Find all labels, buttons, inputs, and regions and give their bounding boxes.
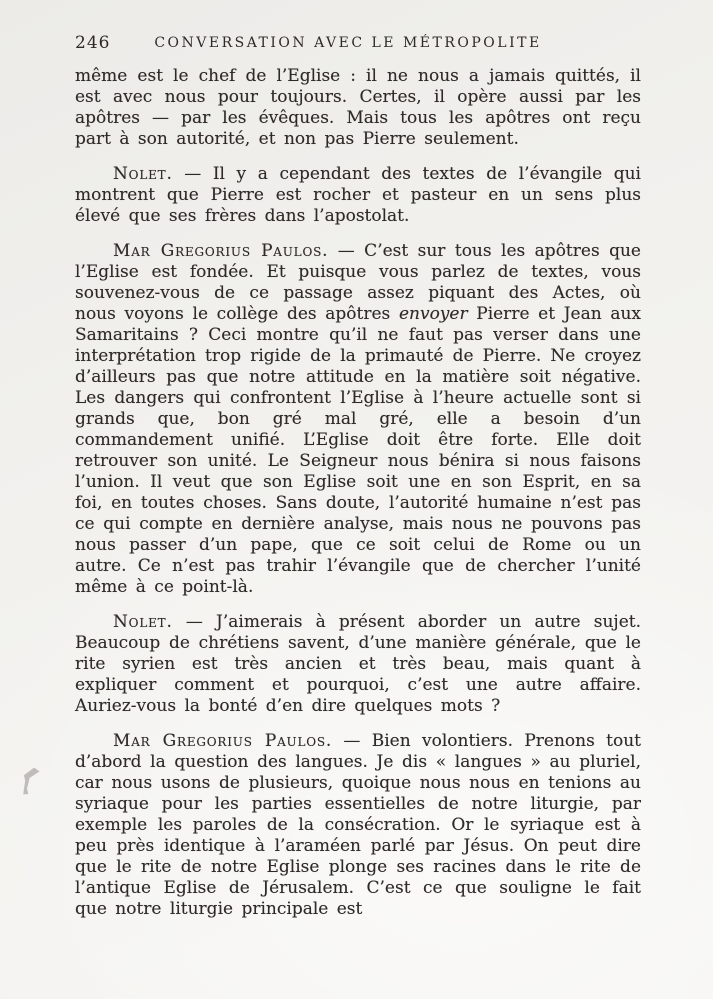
text-segment: — J’aimerais à présent aborder un autre sujet. Beaucoup de chrétiens savent, d’une manière générale, que le rite syrien est très ancien et très beau, mais quant à expliquer comment et pourquoi, c’est une autre affaire. Auriez-vous la bonté d’en dire quelques mots ? xyxy=(75,612,641,716)
text-segment: même est le chef de l’Eglise : il ne nous a jamais quittés, il est avec nous pour toujours. Certes, il opère aussi par les apôtres — par les évêques. Mais tous les apôtres ont reçu part à son autorité, et non pas Pierre seulement. xyxy=(75,66,641,149)
text-segment: — C’est sur tous les apôtres que l’Eglise est fondée. Et puisque vous parlez de textes, vous souvenez-vous de ce passage assez piquant des Actes, où nous voyons le collège des apôtres xyxy=(75,241,641,324)
text-segment: — Bien volontiers. Prenons tout d’abord la question des langues. Je dis « langues » au pluriel, car nous usons de plusieurs, quoique nous nous en tenions au syriaque pour les parties essentielles de notre liturgie, par exemple les paroles de la consécration. Or le syriaque est à peu près identique à l’araméen parlé par Jésus. On peut dire que le rite de notre Eglise plonge ses racines dans le rite de l’antique Eglise de Jérusalem. C’est ce que souligne le fait que notre liturgie principale est xyxy=(75,731,641,919)
text-segment: envoyer xyxy=(398,304,468,324)
page-body xyxy=(75,66,641,934)
speaker-name: Mar Gregorius Paulos. xyxy=(113,731,333,751)
page-number: 246 xyxy=(75,33,111,53)
paragraph xyxy=(75,241,641,598)
speaker-name: Nolet. xyxy=(113,612,173,632)
margin-pen-mark-icon xyxy=(16,764,42,800)
speaker-name: Mar Gregorius Paulos. xyxy=(113,241,329,261)
paragraph xyxy=(75,731,641,920)
text-segment: — Il y a cependant des textes de l’évangile qui montrent que Pierre est rocher et pasteur en un sens plus élevé que ses frères dans l’apostolat. xyxy=(75,164,641,226)
paragraph xyxy=(75,164,641,227)
paragraph xyxy=(75,612,641,717)
text-segment: Pierre et Jean aux Samaritains ? Ceci montre qu’il ne faut pas verser dans une interprétation trop rigide de la primauté de Pierre. Ne croyez d’ailleurs pas que notre attitude en la matière soit négative. Les dangers qui confrontent l’Eglise à l’heure actuelle sont si grands que, bon gré mal gré, elle a besoin d’un commandement unifié. L’Eglise doit être forte. Elle doit retrouver son unité. Le Seigneur nous bénira si nous faisons l’union. Il veut que son Eglise soit une en son Esprit, en sa foi, en toutes choses. Sans doute, l’autorité humaine n’est pas ce qui compte en dernière analyse, mais nous ne pouvons pas nous passer d’un pape, que ce soit celui de Rome ou un autre. Ce n’est pas trahir l’évangile que de chercher l’unité même à ce point-là. xyxy=(75,304,641,597)
speaker-name: Nolet. xyxy=(113,164,173,184)
paragraph xyxy=(75,66,641,150)
page-header xyxy=(75,33,641,55)
running-title: CONVERSATION AVEC LE MÉTROPOLITE xyxy=(154,35,542,51)
